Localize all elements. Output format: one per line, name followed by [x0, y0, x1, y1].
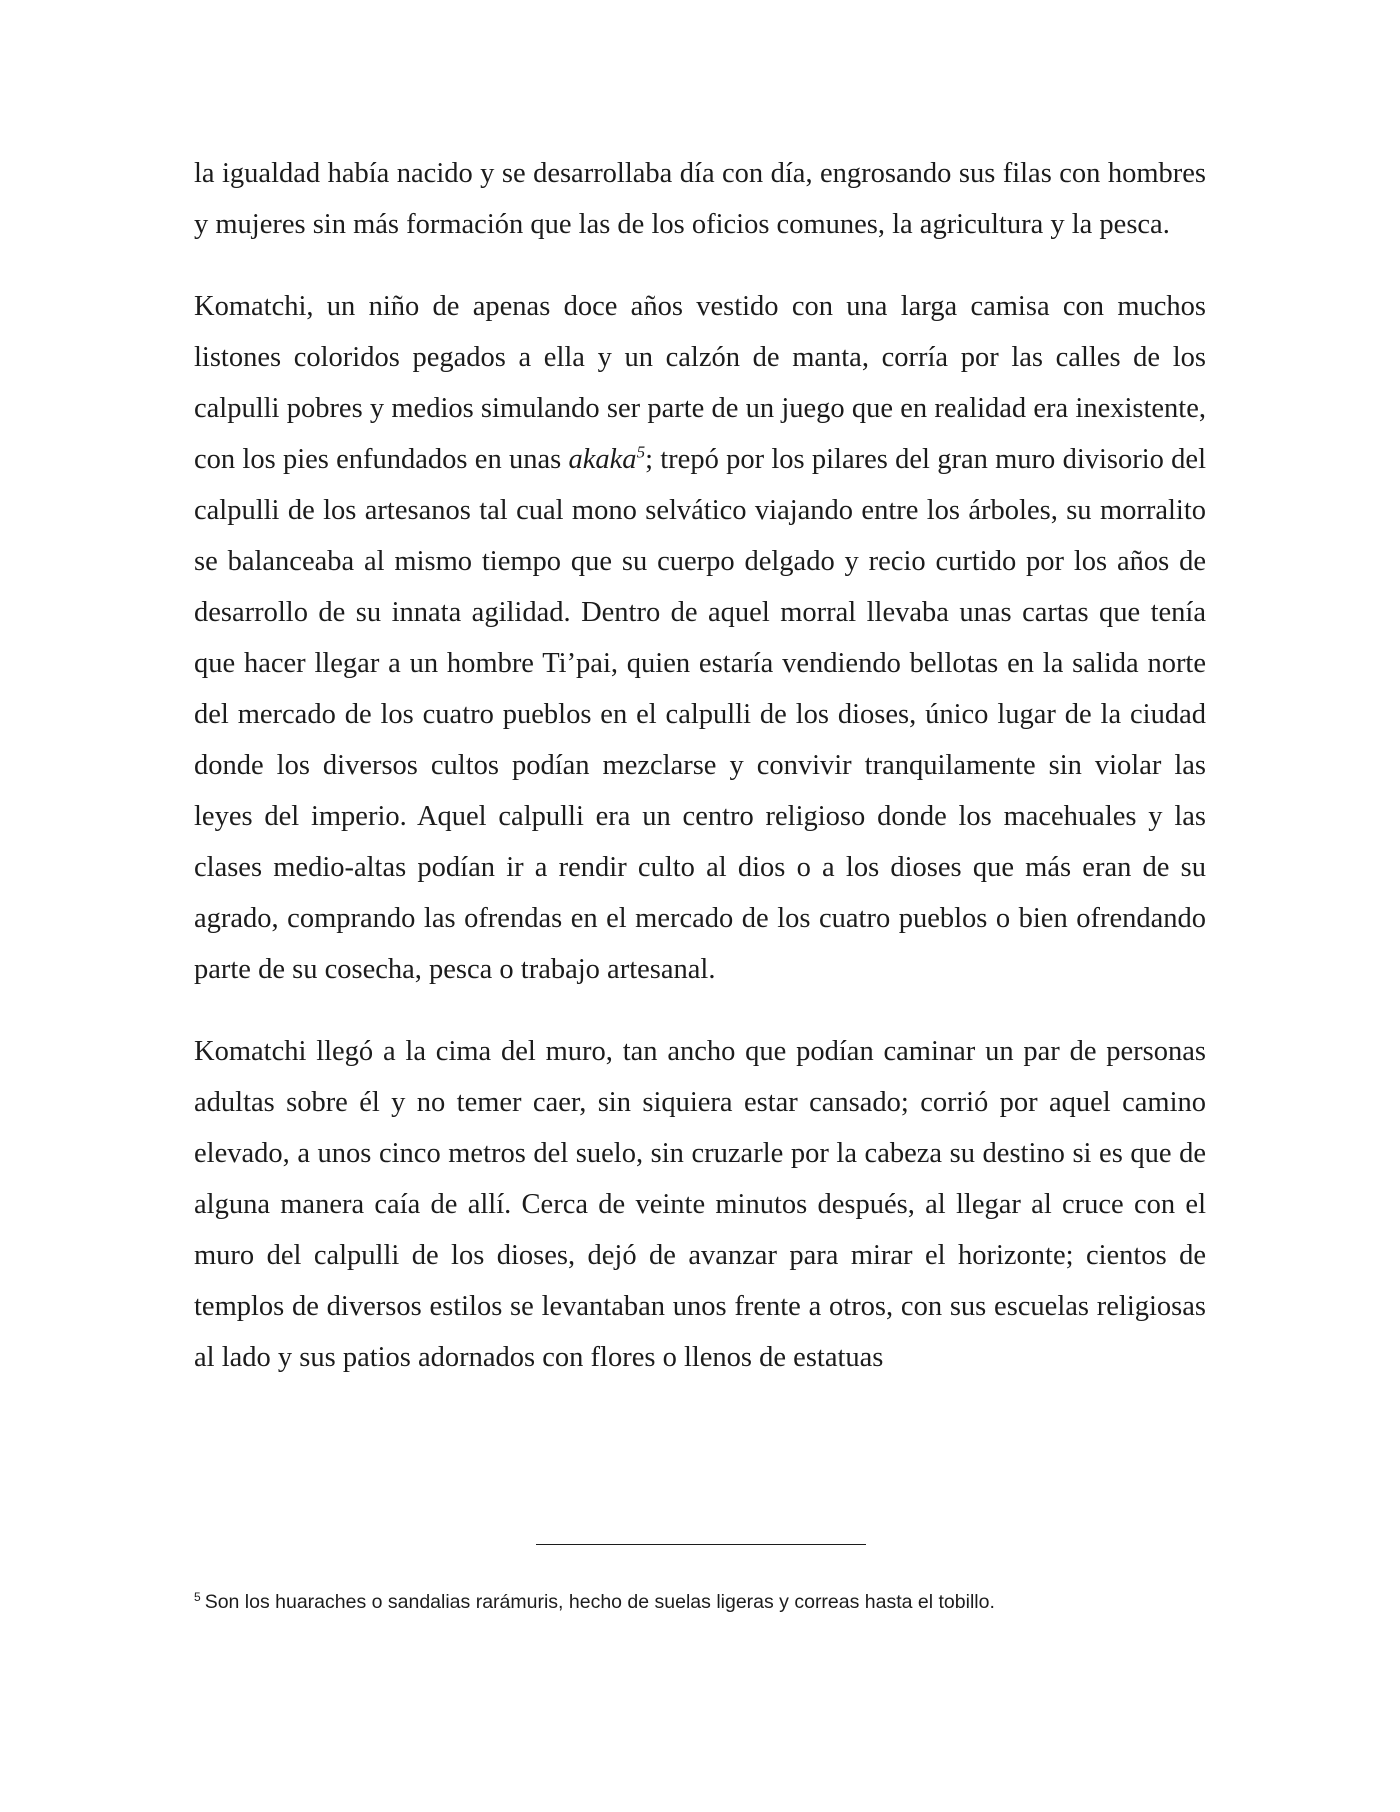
body-text [194, 148, 1206, 1383]
footnote-mark: 5 [194, 1589, 201, 1604]
footnote [194, 1588, 1206, 1616]
paragraph-2-text-a: Komatchi, un niño de apenas doce años vestido con una larga camisa con muchos listones coloridos pegados a ella y un calzón de manta, corría por las calles de los calpulli pobres y medios simulando ser parte de un juego que en realidad era inexistente, con los pies enfundados en unas [194, 291, 1206, 475]
paragraph-1: la igualdad había nacido y se desarrollaba día con día, engrosando sus filas con hombres y mujeres sin más formación que las de los oficios comunes, la agricultura y la pesca. [194, 158, 1206, 240]
paragraph-2 [194, 281, 1206, 995]
footnote-text: Son los huaraches o sandalias rarámuris, hecho de suelas ligeras y correas hasta el tobillo. [204, 1591, 995, 1613]
footnote-separator [536, 1544, 866, 1545]
footnote-reference: 5 [636, 442, 646, 462]
paragraph-2-text-b: ; trepó por los pilares del gran muro divisorio del calpulli de los artesanos tal cual mono selvático viajando entre los árboles, su morralito se balanceaba al mismo tiempo que su cuerpo delgado y recio curtido por los años de desarrollo de su innata agilidad. Dentro de aquel morral llevaba unas cartas que tenía que hacer llegar a un hombre Ti’pai, quien estaría vendiendo bellotas en la salida norte del mercado de los cuatro pueblos en el calpulli de los dioses, único lugar de la ciudad donde los diversos cultos podían mezclarse y convivir tranquilamente sin violar las leyes del imperio. Aquel calpulli era un centro religioso donde los macehuales y las clases medio-altas podían ir a rendir culto al dios o a los dioses que más eran de su agrado, comprando las ofrendas en el mercado de los cuatro pueblos o bien ofrendando parte de su cosecha, pesca o trabajo artesanal. [194, 444, 1207, 985]
term-akaka: akaka [568, 444, 637, 475]
paragraph-3: Komatchi llegó a la cima del muro, tan ancho que podían caminar un par de personas adultas sobre él y no temer caer, sin siquiera estar cansado; corrió por aquel camino elevado, a unos cinco metros del suelo, sin cruzarle por la cabeza su destino si es que de alguna manera caía de allí. Cerca de veinte minutos después, al llegar al cruce con el muro del calpulli de los dioses, dejó de avanzar para mirar el horizonte; cientos de templos de diversos estilos se levantaban unos frente a otros, con sus escuelas religiosas al lado y sus patios adornados con flores o llenos de estatuas [194, 1036, 1206, 1373]
